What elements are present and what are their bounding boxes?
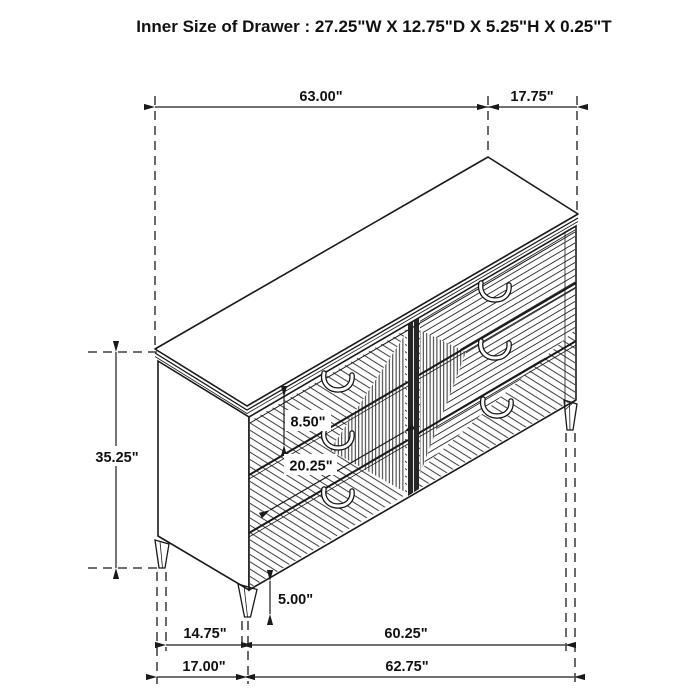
dim-overall-height-label: 35.25" xyxy=(95,450,139,466)
dresser-leg-back-left xyxy=(155,540,169,568)
dimension-floor-width-overall xyxy=(247,659,574,677)
dim-floor-depth-overall-label: 17.00" xyxy=(182,659,226,675)
dimension-floor-depth-between-legs xyxy=(166,626,241,645)
dimension-floor-depth-overall xyxy=(157,659,244,677)
dimension-overall-height xyxy=(90,352,145,568)
dim-floor-depth-between-legs-label: 14.75" xyxy=(183,626,227,642)
dimension-floor-width-between-legs xyxy=(252,626,565,645)
dim-top-depth-label: 17.75" xyxy=(510,89,554,105)
dim-drawer-face-height-label: 8.50" xyxy=(290,414,326,431)
dim-leg-height-label: 5.00" xyxy=(278,592,314,608)
center-stile xyxy=(408,317,419,496)
dimension-top-depth xyxy=(488,89,577,107)
dim-top-width-label: 63.00" xyxy=(299,89,343,105)
dimension-leg-height xyxy=(270,581,313,614)
dimension-top-width xyxy=(155,89,488,107)
dresser-front-face xyxy=(249,226,576,590)
page-title: Inner Size of Drawer : 27.25"W X 12.75"D X 5.25"H X 0.25"T xyxy=(136,17,612,36)
dim-floor-width-between-legs-label: 60.25" xyxy=(384,626,428,642)
dim-floor-width-overall-label: 62.75" xyxy=(385,659,429,675)
dim-drawer-width-label: 20.25" xyxy=(289,458,333,475)
left-side-panel xyxy=(158,361,249,590)
dresser-drawing xyxy=(155,157,578,617)
